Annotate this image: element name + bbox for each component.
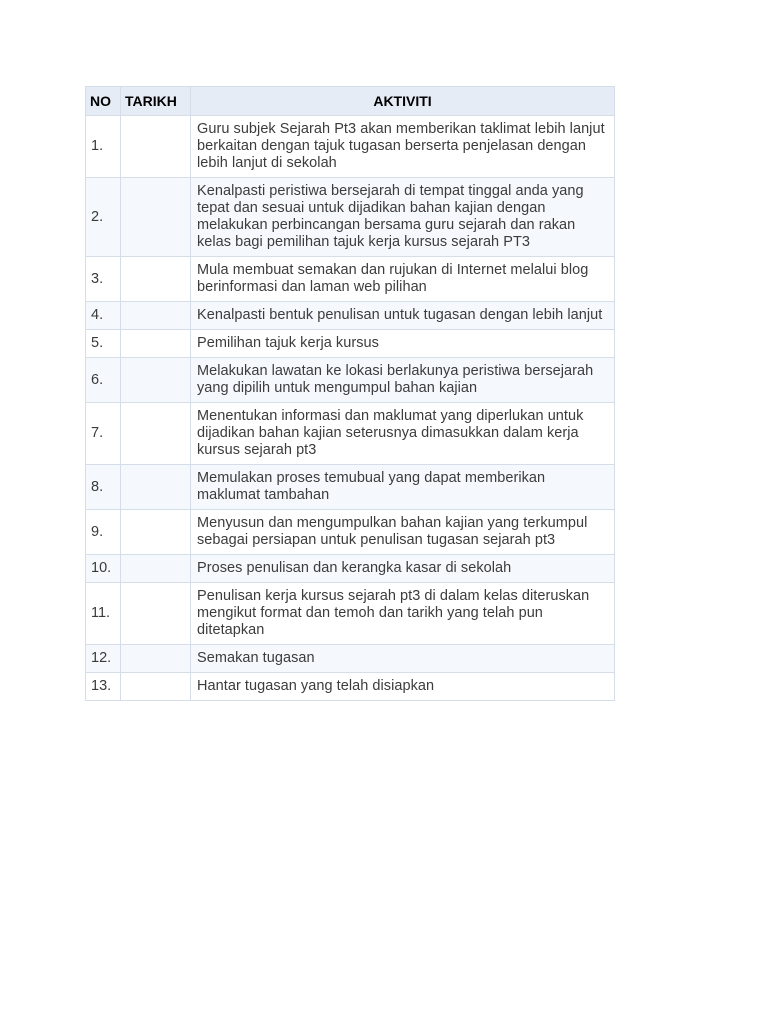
activity-schedule-table <box>85 86 615 701</box>
row-activity: Kenalpasti bentuk penulisan untuk tugasan dengan lebih lanjut <box>191 302 615 330</box>
row-activity: Kenalpasti peristiwa bersejarah di tempat tinggal anda yang tepat dan sesuai untuk dijadikan bahan kajian dengan melakukan perbincangan bersama guru sejarah dan rakan kelas bagi pemilihan tajuk kerja kursus sejarah PT3 <box>191 178 615 257</box>
row-number: 4. <box>86 302 121 330</box>
row-activity: Proses penulisan dan kerangka kasar di sekolah <box>191 555 615 583</box>
table-row <box>86 465 615 510</box>
header-no: NO <box>86 87 121 116</box>
row-number: 13. <box>86 673 121 701</box>
row-date <box>121 555 191 583</box>
row-date <box>121 465 191 510</box>
row-date <box>121 510 191 555</box>
table-row <box>86 257 615 302</box>
row-activity: Pemilihan tajuk kerja kursus <box>191 330 615 358</box>
row-number: 8. <box>86 465 121 510</box>
row-date <box>121 403 191 465</box>
header-date: TARIKH <box>121 87 191 116</box>
row-date <box>121 302 191 330</box>
row-number: 6. <box>86 358 121 403</box>
row-number: 2. <box>86 178 121 257</box>
row-date <box>121 583 191 645</box>
row-activity: Menyusun dan mengumpulkan bahan kajian yang terkumpul sebagai persiapan untuk penulisan tugasan sejarah pt3 <box>191 510 615 555</box>
table-row <box>86 302 615 330</box>
table-row <box>86 116 615 178</box>
table-header-row <box>86 87 615 116</box>
table-row <box>86 178 615 257</box>
row-date <box>121 673 191 701</box>
row-activity: Semakan tugasan <box>191 645 615 673</box>
table-body <box>86 116 615 701</box>
table-row <box>86 358 615 403</box>
row-date <box>121 645 191 673</box>
row-number: 12. <box>86 645 121 673</box>
table-row <box>86 583 615 645</box>
table-row <box>86 403 615 465</box>
row-number: 9. <box>86 510 121 555</box>
row-date <box>121 358 191 403</box>
table-row <box>86 510 615 555</box>
row-number: 11. <box>86 583 121 645</box>
row-activity: Menentukan informasi dan maklumat yang diperlukan untuk dijadikan bahan kajian seterusnya dimasukkan dalam kerja kursus sejarah pt3 <box>191 403 615 465</box>
table-row <box>86 330 615 358</box>
table-row <box>86 673 615 701</box>
row-number: 5. <box>86 330 121 358</box>
table-row <box>86 645 615 673</box>
row-activity: Melakukan lawatan ke lokasi berlakunya peristiwa bersejarah yang dipilih untuk mengumpul bahan kajian <box>191 358 615 403</box>
row-number: 10. <box>86 555 121 583</box>
row-date <box>121 330 191 358</box>
row-activity: Mula membuat semakan dan rujukan di Internet melalui blog berinformasi dan laman web pilihan <box>191 257 615 302</box>
row-number: 7. <box>86 403 121 465</box>
row-date <box>121 116 191 178</box>
row-activity: Memulakan proses temubual yang dapat memberikan maklumat tambahan <box>191 465 615 510</box>
row-date <box>121 257 191 302</box>
header-activity: AKTIVITI <box>191 87 615 116</box>
row-activity: Guru subjek Sejarah Pt3 akan memberikan taklimat lebih lanjut berkaitan dengan tajuk tugasan berserta penjelasan dengan lebih lanjut di sekolah <box>191 116 615 178</box>
table-row <box>86 555 615 583</box>
row-date <box>121 178 191 257</box>
row-activity: Penulisan kerja kursus sejarah pt3 di dalam kelas diteruskan mengikut format dan temoh dan tarikh yang telah pun ditetapkan <box>191 583 615 645</box>
row-number: 3. <box>86 257 121 302</box>
row-number: 1. <box>86 116 121 178</box>
row-activity: Hantar tugasan yang telah disiapkan <box>191 673 615 701</box>
